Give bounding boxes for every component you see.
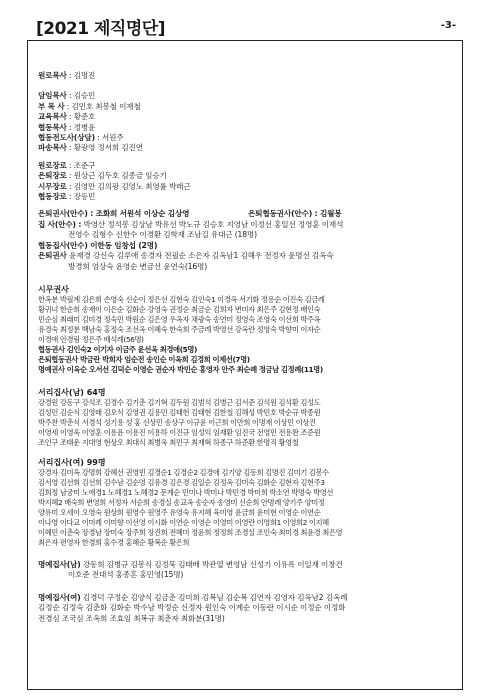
role-names: 김승민 <box>73 91 96 101</box>
role-names: 김영만 김의광 김영노 최영률 박래근 <box>73 181 191 191</box>
row-retired-elders: 은퇴장로 : 원상근 김두호 김종금 임승기 <box>38 171 167 181</box>
row-retired-kwonsa-list-cont: 방경희 엄상숙 윤영순 변금선 윤연숙(16명) <box>68 261 208 271</box>
row-honorary-male-deacons <box>38 560 456 570</box>
row-retired-cooperating-kwonsa: 은퇴협동권사 박금란 박희자 엄순전 송인순 이옥희 김경희 이제선(7명) <box>38 354 250 364</box>
role-label: 부 목 사 <box>38 101 65 111</box>
roster-content <box>38 71 456 624</box>
role-label: 은퇴권사 <box>38 251 67 261</box>
role-label: 담임목사 <box>38 91 67 101</box>
list-line: 이혜민 이춘숙 장경남 장미숙 장주희 장진희 전혜미 정윤희 정정희 조경실 조인숙 최미경 최윤경 최은영 <box>38 527 343 537</box>
role-names: 원상근 김두호 김종금 임승기 <box>73 171 167 181</box>
row-ordained-deacons-cont: 전영수 김형수 신한수 이경환 김학재 조남길 유대근 (18명) <box>68 230 257 240</box>
row-associate-pastors: 부 목 사 : 김민호 최봉철 이재철 <box>38 101 141 111</box>
role-names: 김민호 최봉철 이재철 <box>71 101 141 111</box>
role-names: 장동민 <box>73 192 96 202</box>
role-label: 원로장로 <box>38 160 67 170</box>
list-line: 유경숙 최정분 백남숙 홍정숙 조선옥 이혜숙 한숙희 주금례 박영선 강옥란 정영숙 박향미 이자순 <box>38 324 321 334</box>
role-names: 서원주 <box>101 133 124 143</box>
role-names: 김명진 <box>73 71 96 80</box>
row-retired-kwonsa <box>38 209 456 219</box>
list-line: 민순심 최래미 김미경 정숙민 박원순 김은영 우옥자 채광숙 송연미 정영숙 조영숙 이선희 박주옥 <box>38 314 321 324</box>
list-line: 조인구 조태운 지대영 현상오 최대식 최병욱 최민구 최재혁 하종구 하준환 한명직 황영철 <box>38 437 299 447</box>
role-label: 시무장로 <box>38 181 67 191</box>
row-lead-pastor: 담임목사 : 김승민 <box>38 91 96 101</box>
role-label: 명예집사(남) <box>38 559 81 569</box>
list-line: 이경애 안경림 정은주 배석례(56명) <box>38 334 144 344</box>
role-names: 정병윤 <box>73 122 96 132</box>
role-names: 박영산 정석봉 김상남 박유선 박노규 김승호 지영남 이정선 홍일선 정영훈 이재석 <box>83 219 344 229</box>
list-line: 강경자 김미옥 강명희 강혜선 권영빈 김경순1 김경순2 김경애 김기양 김동희 김명진 김미기 김봉수 <box>38 467 329 477</box>
list-line: 김성민 김순식 김영래 김오식 김영권 김용민 김태헌 김태현 김한철 김해성 박민호 박순규 박종원 <box>38 407 321 417</box>
row-active-elders: 시무장로 : 김영만 김의광 김영노 최영률 박래근 <box>38 181 191 191</box>
role-label: 협동장로 <box>38 192 67 202</box>
list-line: 김서영 김선희 김선희 김수남 김순영 김유경 김은경 김일순 김정옥 김미숙 김화순 김현자 김현주3 <box>38 477 325 487</box>
role-names: 윤재경 강신숙 김루애 송경자 전필순 소은자 김옥남1 김해우 전정자 윤명선 김옥숙 <box>69 251 334 261</box>
role-names: 황광영 정서희 김진연 <box>73 143 143 153</box>
page-title: [2021 제직명단] <box>36 19 165 39</box>
section-title-active-kwonsa: 시무권사 <box>38 284 69 294</box>
list-line: 박주찬 박춘식 서경석 성기용 성 홍 신상민 송상구 이규윤 이근희 이만희 이명재 이상민 이상진 <box>38 417 316 427</box>
list-line: 최은자 편영자 한경희 홍수경 홍혜순 황복순 황은희 <box>38 537 190 547</box>
page-number: -3- <box>440 20 456 31</box>
retired-kwonsa-ordained: 은퇴권사(안수) : 조화희 서원석 이상순 김상영 <box>38 209 190 219</box>
role-label: 파송목사 <box>38 143 67 153</box>
list-line: 김희정 남궁미 노애경1 노혜경1 노혜경2 문계순 민미나 박미나 박민경 박미희 박소연 박명숙 박영선 <box>38 487 334 497</box>
roster-frame <box>27 40 463 690</box>
role-label: 원로목사 <box>38 71 67 80</box>
row-retired-kwonsa-list <box>38 251 456 261</box>
row-honorary-male-deacons-cont: 이호준 전대석 홍종흔 홍민영(15명) <box>68 570 184 580</box>
role-names: 조준구 <box>73 160 96 170</box>
row-honorary-female-deacons-cont: 김정순 김정숙 김춘화 김화순 박수남 박정순 신정자 원인숙 이계순 이동란 이시순 이정순 이정화 <box>38 603 346 613</box>
retired-cooperating-kwonsa: 은퇴협동권사(안수) : 김월봉 <box>248 209 342 219</box>
list-line: 양유미 오세이 오영숙 원상희 원영수 원영주 유영숙 유지혜 육미영 윤금희 윤미현 이영순 이연순 <box>38 507 321 517</box>
row-cooperating-pastor: 협동목사 : 정병윤 <box>38 122 96 132</box>
section-title-female-deacons: 서리집사(여) 99명 <box>38 457 106 467</box>
list-line: 이영세 이영욱 이영훈 이용윤 이용진 이용하 이진규 임성익 임재환 임진국 전영민 전용완 조준원 <box>38 427 321 437</box>
row-cooperating-elders: 협동장로 : 장동민 <box>38 192 96 202</box>
role-names: 강동희 김병규 김봉식 김정묵 김태배 박관열 변영남 신성기 이유록 이일재 이창건 <box>82 559 343 569</box>
row-ordained-deacons <box>38 220 456 230</box>
row-honorary-female-deacons-cont2: 전경심 조국심 조옥희 조효임 최복규 최춘자 최화분(31명) <box>38 613 225 623</box>
role-label: 집 사(안수) : <box>38 219 82 229</box>
role-label: 은퇴장로 <box>38 171 67 181</box>
list-line: 황귀녀 한순희 송재이 이은순 김화순 강영숙 권정순 최금순 김희자 변미자 최은주 김현정 배인숙 <box>38 304 321 314</box>
active-kwonsa-list <box>38 295 456 375</box>
female-deacons-list <box>38 468 456 548</box>
row-education-pastor: 교육목사 : 황준호 <box>38 112 96 122</box>
role-label: 교육목사 <box>38 112 67 122</box>
row-counseling-evangelist: 협동전도사(상담) : 서원주 <box>38 133 124 143</box>
section-title-male-deacons: 서리집사(남) 64명 <box>38 387 106 397</box>
male-deacons-list <box>38 398 456 448</box>
role-label: 협동전도사(상담) <box>38 133 95 143</box>
role-label: 명예집사(여) <box>38 592 81 602</box>
row-cooperating-deacons: 협동집사(안수) 이한동 임창섭 (2명) <box>38 240 158 250</box>
row-senior-pastor: 원로목사 : 김명진 <box>38 71 96 80</box>
row-cooperating-kwonsa: 협동권사 김인숙2 이기자 이금주 윤선옥 최경애(5명) <box>38 344 197 354</box>
page-header <box>36 14 456 42</box>
list-line: 한옥분 박필계 김은희 손영숙 신순이 정은선 김현숙 김인숙1 이경옥 서기화 정용순 이진숙 김금례 <box>38 294 325 304</box>
row-honorary-female-deacons <box>38 593 456 603</box>
row-honorary-kwonsa: 명예권사 이옥순 오서선 김덕순 이영순 권순자 박민순 홍영자 안주 최순례 정금남 김정례(11명) <box>38 364 323 374</box>
role-label: 협동목사 <box>38 122 67 132</box>
row-missionary-pastors: 파송목사 : 황광영 정서희 김진연 <box>38 143 143 153</box>
list-line: 이나영 이다교 이미례 이미향 이선영 이시화 이연순 이영순 이영미 이영란 이영희1 이영희2 이지혜 <box>38 517 329 527</box>
row-elder-emeritus: 원로장로 : 조준구 <box>38 160 96 170</box>
list-line: 강경원 강동구 강석조 김경수 김기춘 김기혁 김두원 김범석 김병근 김서준 김석원 김석환 김성도 <box>38 397 321 407</box>
list-line: 박지혜2 배숙희 변영희 서정자 서순희 송경실 송교옥 송순자 송영미 신순희 안명례 양기주 양미정 <box>38 497 325 507</box>
role-names: 황준호 <box>73 112 96 122</box>
role-names: 김경덕 구정순 김양식 김금춘 김미희 김복님 김순복 김연자 김영자 김옥남2 김옥례 <box>82 592 348 602</box>
